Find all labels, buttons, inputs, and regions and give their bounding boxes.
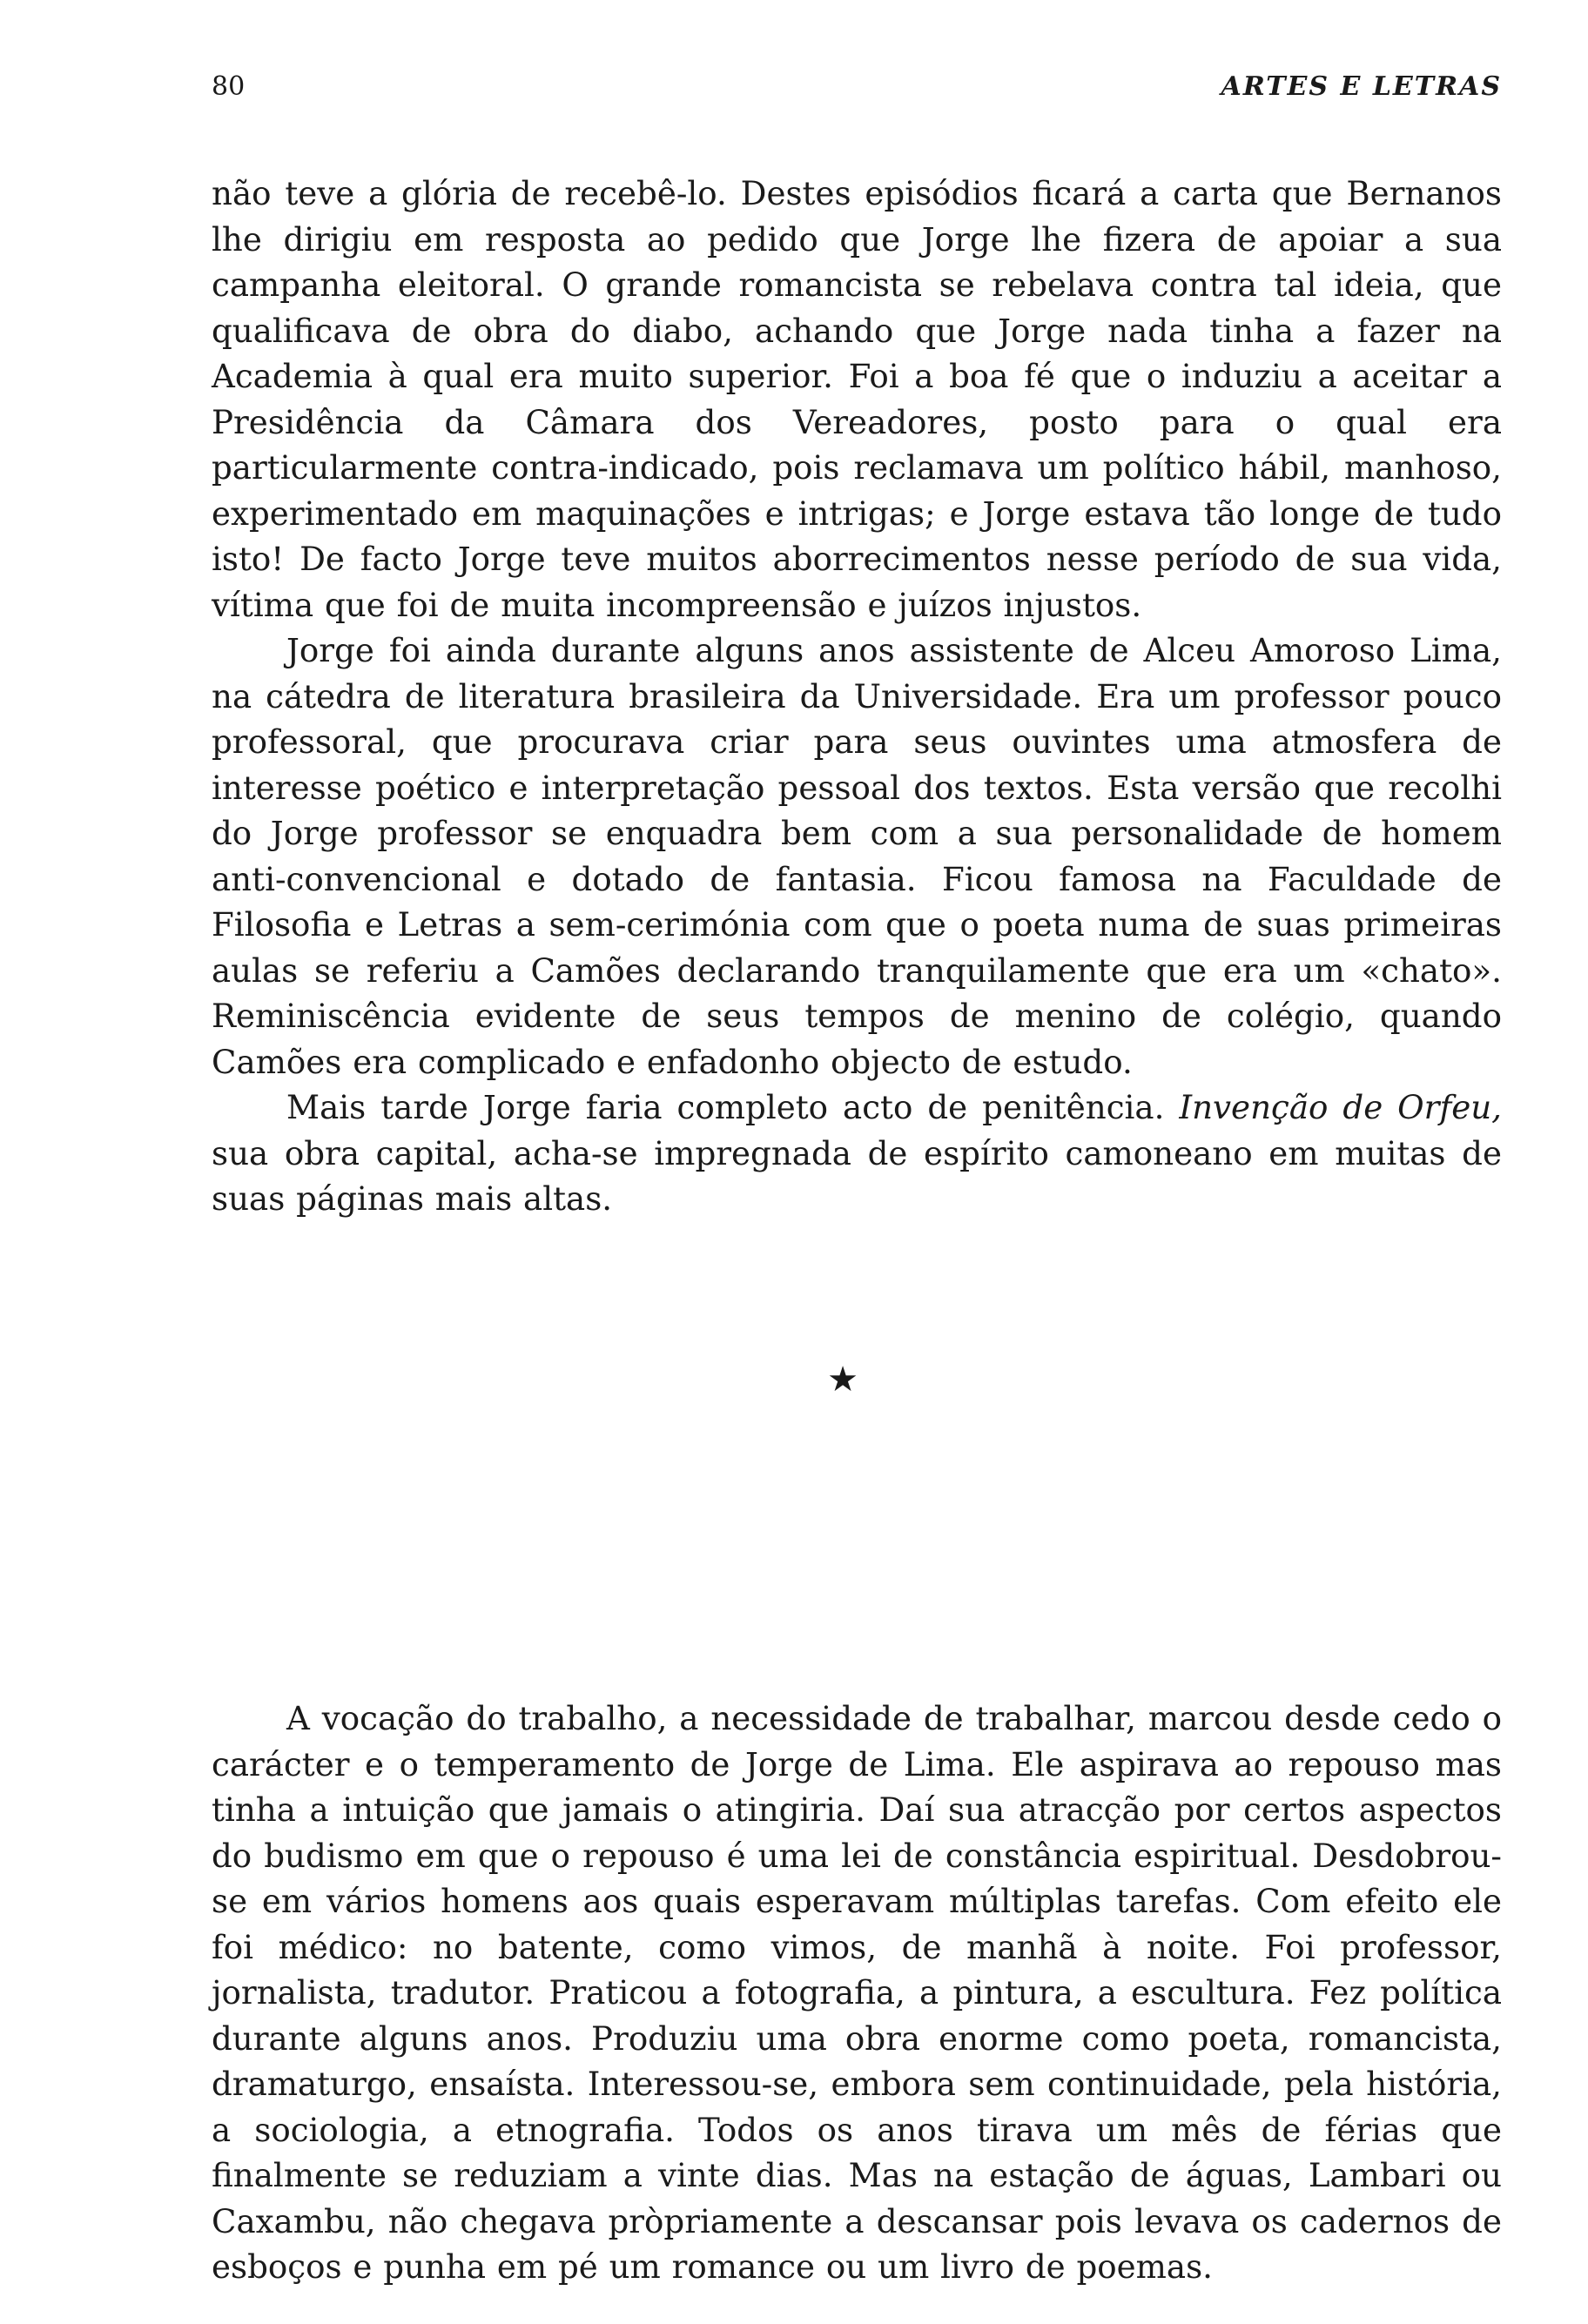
text-section-1 (212, 171, 1502, 1222)
book-title: Invenção de Orfeu, (1179, 1088, 1502, 1126)
paragraph: Jorge foi ainda durante alguns anos assistente de Alceu Amoroso Lima, na cátedra de literatura brasileira da Universidade. Era um professor pouco professoral, que procurava criar para seus ouvintes uma atmosfera de interesse poético e interpretação pessoal dos textos. Esta versão que recolhi do Jorge professor se enquadra bem com a sua personalidade de homem anti-convencional e dotado de fantasia. Ficou famosa na Faculdade de Filosofia e Letras a sem-cerimónia com que o poeta numa de suas primeiras aulas se referiu a Camões declarando tranquilamente que era um «chato». Reminiscência evidente de seus tempos de menino de colégio, quando Camões era complicado e enfadonho objecto de estudo. (212, 631, 1502, 1081)
paragraph: A vocação do trabalho, a necessidade de trabalhar, marcou desde cedo o carácter e o temperamento de Jorge de Lima. Ele aspirava ao repouso mas tinha a intuição que jamais o atingiria. Daí sua atracção por certos aspectos do budismo em que o repouso é uma lei de constância espiritual. Desdobrou-se em vários homens aos quais esperavam múltiplas tarefas. Com efeito ele foi médico: no batente, como vimos, de manhã à noite. Foi professor, jornalista, tradutor. Praticou a fotografia, a pintura, a escultura. Fez política durante alguns anos. Produziu uma obra enorme como poeta, romancista, dramaturgo, ensaísta. Interessou-se, embora sem continuidade, pela história, a sociologia, a etnografia. Todos os anos tirava um mês de férias que finalmente se reduziam a vinte dias. Mas na estação de águas, Lambari ou Caxambu, não chegava pròpriamente a descansar pois levava os cadernos de esboços e punha em pé um romance ou um livro de poemas. (212, 1699, 1502, 2286)
paragraph: não teve a glória de recebê-lo. Destes episódios ficará a carta que Bernanos lhe dirigiu em resposta ao pedido que Jorge lhe fizera de apoiar a sua campanha eleitoral. O grande romancista se rebelava contra tal ideia, que qualificava de obra do diabo, achando que Jorge nada tinha a fazer na Academia à qual era muito superior. Foi a boa fé que o induziu a aceitar a Presidência da Câmara dos Vereadores, posto para o qual era particularmente contra-indicado, pois reclamava um político hábil, manhoso, experimentado em maquinações e intrigas; e Jorge estava tão longe de tudo isto! De facto Jorge teve muitos aborrecimentos nesse período de sua vida, vítima que foi de muita incompreensão e juízos injustos. (212, 174, 1502, 624)
page-header (212, 71, 1502, 120)
paragraph-text: Mais tarde Jorge faria completo acto de penitência. (286, 1088, 1180, 1126)
text-section-2 (212, 1696, 1502, 2290)
page-number: 80 (212, 71, 246, 102)
paragraph-text: sua obra capital, acha-se impregnada de espírito camoneano em muitas de suas páginas mais altas. (212, 1133, 1502, 1218)
section-separator-star: ★ (827, 1360, 858, 1400)
paragraph (212, 1085, 1502, 1222)
running-title: ARTES E LETRAS (1221, 71, 1502, 102)
